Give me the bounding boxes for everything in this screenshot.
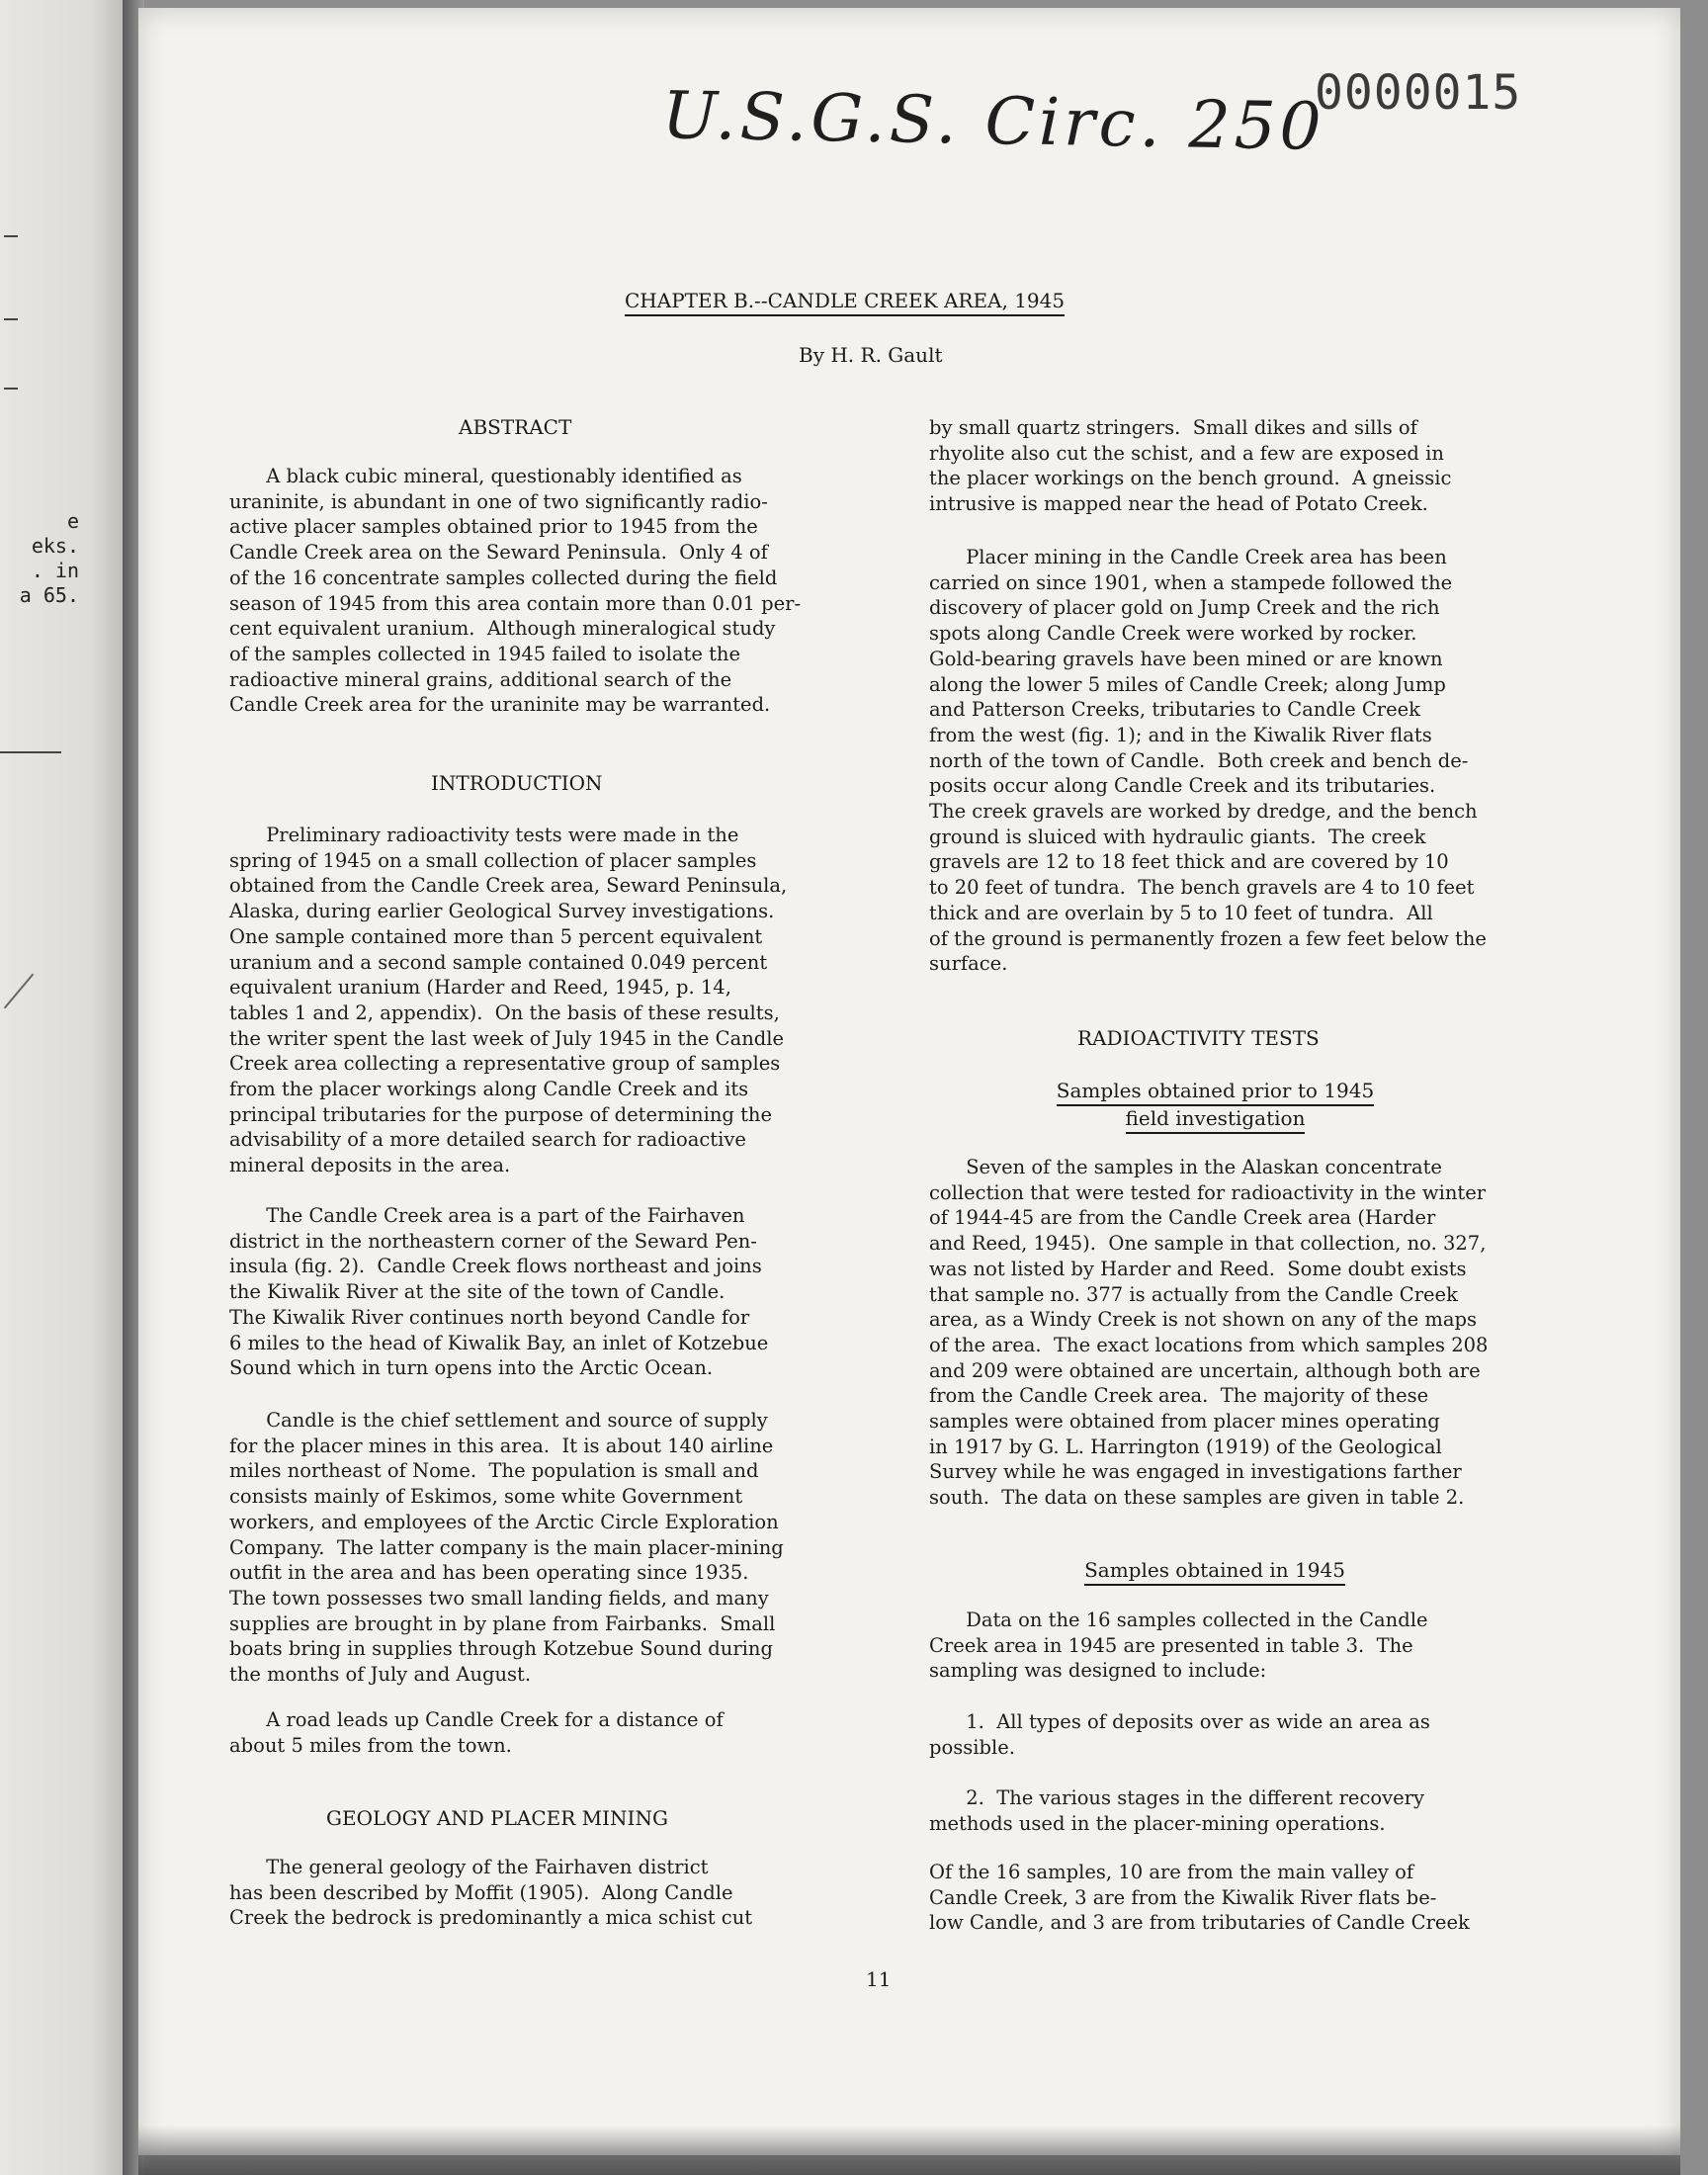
prior-samples-heading-line-1: Samples obtained prior to 1945: [1057, 1079, 1374, 1106]
prev-page-text-line: . in: [31, 559, 79, 582]
geology-paragraph-1-continued: by small quartz stringers. Small dikes and sills of rhyolite also cut the schist, and a few are exposed in the placer workings on the bench ground. A gneissic intrusive is mapped near the head of Potato Creek.: [929, 416, 1452, 516]
intro-paragraph-3: Candle is the chief settlement and source of supply for the placer mines in this area. It is about 140 airline miles northeast of Nome. The population is small and consists mainly of Eskimos, some white Government workers, and employees of the Arctic Circle Exploration Company. The latter company is the main placer-mining outfit in the area and has been operating since 1935. The town possesses two small landing fields, and many supplies are brought in by plane from Fairbanks. Small boats bring in supplies through Kotzebue Sound during the months of July and August.: [229, 1409, 784, 1687]
intro-paragraph-1: Preliminary radioactivity tests were made in the spring of 1945 on a small collection of placer samples obtained from the Candle Creek area, Seward Peninsula, Alaska, during earlier Geological Survey investigations. One sample contained more than 5 percent equivalent uranium and a second sample contained 0.049 percent equivalent uranium (Harder and Reed, 1945, p. 14, tables 1 and 2, appendix). On the basis of these results, the writer spent the last week of July 1945 in the Candle Creek area collecting a representative group of samples from the placer workings along Candle Creek and its principal tributaries for the purpose of determining the advisability of a more detailed search for radioactive mineral deposits in the area.: [229, 824, 788, 1177]
handwritten-annotation: U.S.G.S. Circ. 250: [661, 77, 1326, 165]
geology-heading: GEOLOGY AND PLACER MINING: [326, 1806, 668, 1830]
abstract-paragraph: A black cubic mineral, questionably identified as uraninite, is abundant in one of two significantly radio- active placer samples obtained prior to 1945 from the Candle Creek area on the Seward Peninsula. Only 4 of of the 16 concentrate samples collected during the field season of 1945 from this area contain more than 0.01 per- cent equivalent uranium. Although mineralogical study of the samples collected in 1945 failed to isolate the radioactive mineral grains, additional search of the Candle Creek area for the uraninite may be warranted.: [229, 465, 802, 717]
prior-samples-paragraph: Seven of the samples in the Alaskan concentrate collection that were tested for radioactivity in the winter of 1944-45 are from the Candle Creek area (Harder and Reed, 1945). One sample in that collection, no. 327, was not listed by Harder and Reed. Some doubt exists that sample no. 377 is actually from the Candle Creek area, as a Windy Creek is not shown on any of the maps of the area. The exact locations from which samples 208 and 209 were obtained are uncertain, although both are from the Candle Creek area. The majority of these samples were obtained from placer mines operating in 1917 by G. L. Harrington (1919) of the Geological Survey while he was engaged in investigations farther south. The data on these samples are given in table 2.: [929, 1156, 1489, 1510]
geology-paragraph-1: The general geology of the Fairhaven district has been described by Moffit (1905). Along Candle Creek the bedrock is predominantly a mica schist cut: [229, 1856, 753, 1930]
prev-page-margin-text: [0, 509, 79, 608]
prev-page-tick: [4, 235, 18, 237]
prior-samples-heading: [1040, 1079, 1391, 1134]
prev-page-text-line: eks.: [31, 534, 79, 558]
samples-list-item-2: 2. The various stages in the different recovery methods used in the placer-mining operations.: [929, 1786, 1425, 1835]
samples-summary-paragraph: Of the 16 samples, 10 are from the main valley of Candle Creek, 3 are from the Kiwalik River flats be- low Candle, and 3 are from tributaries of Candle Creek: [929, 1861, 1470, 1935]
samples-1945-paragraph: Data on the 16 samples collected in the Candle Creek area in 1945 are presented in table 3. The sampling was designed to include:: [929, 1609, 1428, 1683]
geology-paragraph-2: Placer mining in the Candle Creek area has been carried on since 1901, when a stampede followed the discovery of placer gold on Jump Creek and the rich spots along Candle Creek were worked by rocker. Gold-bearing gravels have been mined or are known along the lower 5 miles of Candle Creek; along Jump and Patterson Creeks, tributaries to Candle Creek from the west (fig. 1); and in the Kiwalik River flats north of the town of Candle. Both creek and bench de- posits occur along Candle Creek and its tributaries. The creek gravels are worked by dredge, and the bench ground is sluiced with hydraulic giants. The creek gravels are 12 to 18 feet thick and are covered by 10 to 20 feet of tundra. The bench gravels are 4 to 10 feet thick and are overlain by 5 to 10 feet of tundra. All of the ground is permanently frozen a few feet below the surface.: [929, 546, 1487, 976]
prev-page-tick: [4, 388, 18, 390]
previous-page-edge: [0, 0, 130, 2175]
intro-paragraph-4: A road leads up Candle Creek for a distance of about 5 miles from the town.: [229, 1708, 724, 1757]
samples-1945-heading-text: Samples obtained in 1945: [1084, 1558, 1345, 1586]
prior-samples-heading-line-2: field investigation: [1126, 1106, 1306, 1134]
intro-paragraph-2: The Candle Creek area is a part of the Fairhaven district in the northeastern corner of the Seward Pen- insula (fig. 2). Candle Creek flows northeast and joins the Kiwalik River at the site of the town of Candle. The Kiwalik River continues north beyond Candle for 6 miles to the head of Kiwalik Bay, an inlet of Kotzebue Sound which in turn opens into the Arctic Ocean.: [229, 1204, 769, 1380]
prev-page-tick: [4, 318, 18, 320]
samples-1945-heading: [1071, 1558, 1358, 1586]
prev-page-rule: [0, 751, 61, 753]
page-number: 11: [866, 1967, 892, 1991]
introduction-heading: INTRODUCTION: [431, 771, 603, 795]
author-line: By H. R. Gault: [799, 343, 943, 367]
prev-page-text-line: e: [66, 509, 79, 533]
prev-page-mark: [4, 974, 34, 1009]
prev-page-text-line: a 65.: [19, 583, 79, 607]
chapter-title: CHAPTER B.--CANDLE CREEK AREA, 1945: [625, 289, 1065, 316]
abstract-heading: ABSTRACT: [459, 415, 572, 439]
page-stamp-number: 0000015: [1315, 65, 1522, 121]
radioactivity-heading: RADIOACTIVITY TESTS: [1077, 1026, 1320, 1050]
scan-bottom-shadow: [138, 2126, 1680, 2175]
samples-list-item-1: 1. All types of deposits over as wide an area as possible.: [929, 1710, 1430, 1759]
